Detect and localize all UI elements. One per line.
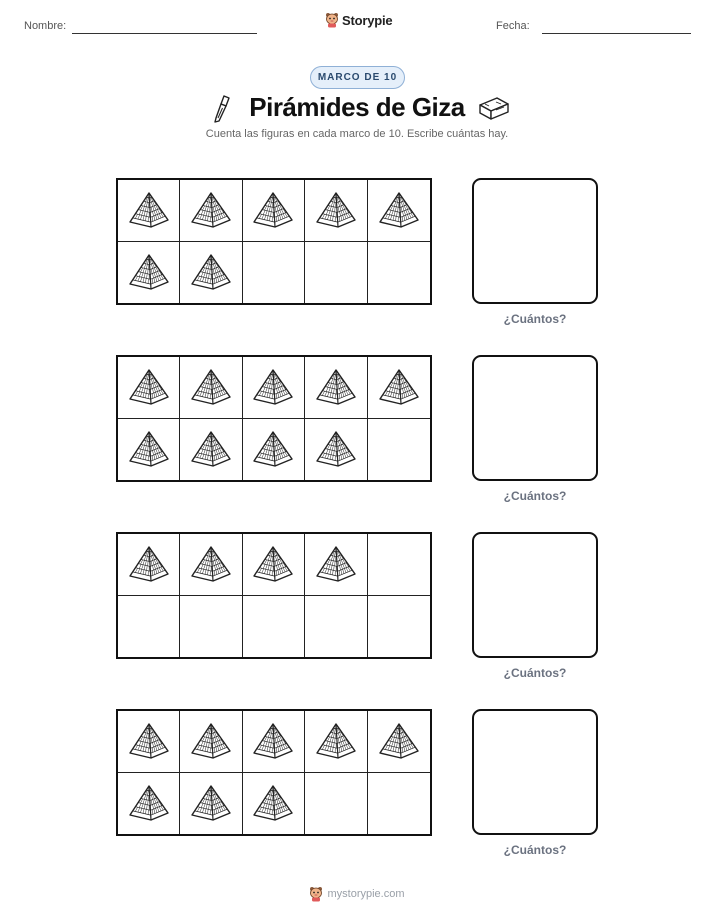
- pyramid-icon: [314, 544, 358, 584]
- ten-frame-cell: [305, 419, 367, 481]
- pyramid-icon: [314, 190, 358, 230]
- answer-label: ¿Cuántos?: [503, 843, 567, 857]
- pyramid-icon: [127, 429, 171, 469]
- ten-frame-cell: [368, 242, 430, 304]
- answer-label: ¿Cuántos?: [503, 489, 567, 503]
- pyramid-icon: [251, 190, 295, 230]
- pyramid-icon: [189, 190, 233, 230]
- ten-frame-cell: [118, 773, 180, 835]
- pyramid-icon: [127, 783, 171, 823]
- ten-frame-cell: [180, 180, 242, 242]
- ten-frame-cell: [368, 773, 430, 835]
- pyramid-icon: [251, 721, 295, 761]
- answer-label: ¿Cuántos?: [503, 312, 567, 326]
- pyramid-icon: [314, 367, 358, 407]
- brand-name: Storypie: [342, 12, 393, 28]
- pyramid-icon: [377, 367, 421, 407]
- pyramid-icon: [251, 429, 295, 469]
- ten-frame-cell: [118, 180, 180, 242]
- ten-frame-cell: [368, 180, 430, 242]
- date-field[interactable]: [542, 33, 691, 34]
- ten-frame-cell: [243, 534, 305, 596]
- answer-box[interactable]: [472, 532, 598, 658]
- ten-frame-cell: [180, 242, 242, 304]
- pyramid-icon: [314, 429, 358, 469]
- ten-frame-cell: [243, 773, 305, 835]
- answer-box[interactable]: [472, 355, 598, 481]
- pyramid-icon: [251, 367, 295, 407]
- pyramid-icon: [189, 721, 233, 761]
- ten-frame-cell: [243, 242, 305, 304]
- ten-frame-cell: [243, 419, 305, 481]
- worksheet-type-badge: MARCO DE 10: [310, 66, 405, 89]
- ten-frame-cell: [118, 711, 180, 773]
- pyramid-icon: [189, 429, 233, 469]
- storypie-logo: [325, 12, 392, 28]
- ten-frame-cell: [243, 596, 305, 658]
- pyramid-icon: [189, 544, 233, 584]
- answer-label: ¿Cuántos?: [503, 666, 567, 680]
- answer-box[interactable]: [472, 709, 598, 835]
- ten-frame: [116, 709, 432, 836]
- date-label: Fecha:: [496, 20, 530, 32]
- pyramid-icon: [127, 544, 171, 584]
- ten-frame-cell: [180, 534, 242, 596]
- ten-frame-cell: [305, 357, 367, 419]
- ten-frame-cell: [118, 596, 180, 658]
- mascot-icon: [309, 886, 323, 902]
- pyramid-icon: [127, 367, 171, 407]
- ten-frame-cell: [243, 180, 305, 242]
- ten-frame-cell: [118, 419, 180, 481]
- instructions: Cuenta las figuras en cada marco de 10. Escribe cuántas hay.: [205, 128, 509, 140]
- pyramid-icon: [377, 190, 421, 230]
- pyramid-icon: [251, 783, 295, 823]
- pyramid-icon: [127, 721, 171, 761]
- ten-frame: [116, 178, 432, 305]
- ten-frame-cell: [118, 357, 180, 419]
- footer: [0, 886, 714, 902]
- answer-box[interactable]: [472, 178, 598, 304]
- name-label: Nombre:: [24, 20, 67, 32]
- ten-frame-cell: [118, 242, 180, 304]
- ten-frame-cell: [368, 596, 430, 658]
- ten-frame-cell: [305, 242, 367, 304]
- pyramid-icon: [189, 252, 233, 292]
- pyramid-icon: [189, 783, 233, 823]
- ten-frame-cell: [305, 534, 367, 596]
- page-title: Pirámides de Giza: [249, 92, 465, 122]
- ten-frame-cell: [305, 711, 367, 773]
- ten-frame-cell: [180, 357, 242, 419]
- ten-frame-cell: [118, 534, 180, 596]
- ten-frame-cell: [180, 419, 242, 481]
- mascot-icon: [325, 12, 339, 28]
- pyramid-icon: [127, 252, 171, 292]
- footer-url: mystorypie.com: [327, 888, 405, 900]
- pyramid-icon: [189, 367, 233, 407]
- ten-frame-cell: [368, 534, 430, 596]
- ten-frame-cell: [180, 773, 242, 835]
- pyramid-icon: [377, 721, 421, 761]
- ten-frame: [116, 532, 432, 659]
- ten-frame: [116, 355, 432, 482]
- ten-frame-cell: [368, 357, 430, 419]
- stone-block-icon: [477, 95, 511, 121]
- ten-frame-cell: [305, 773, 367, 835]
- ten-frame-cell: [305, 596, 367, 658]
- ten-frame-cell: [368, 419, 430, 481]
- ten-frame-cell: [243, 711, 305, 773]
- ten-frame-cell: [180, 596, 242, 658]
- ten-frame-cell: [243, 357, 305, 419]
- ten-frame-cell: [368, 711, 430, 773]
- name-field[interactable]: [72, 33, 257, 34]
- pyramid-icon: [127, 190, 171, 230]
- ten-frame-cell: [180, 711, 242, 773]
- pyramid-icon: [314, 721, 358, 761]
- pyramid-icon: [251, 544, 295, 584]
- ten-frame-cell: [305, 180, 367, 242]
